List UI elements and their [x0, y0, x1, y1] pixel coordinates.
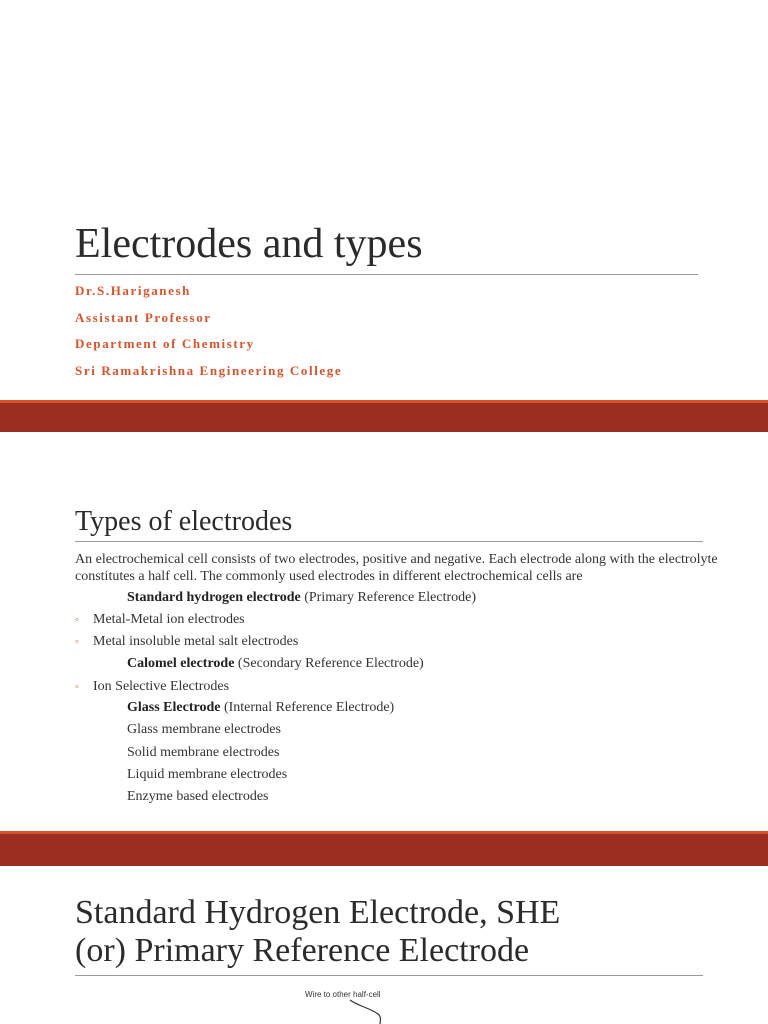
- list-item: Calomel electrode (Secondary Reference Electrode): [127, 656, 424, 671]
- list-item: Metal insoluble metal salt electrodes: [93, 634, 299, 649]
- list-item: Ion Selective Electrodes: [93, 679, 230, 694]
- list-item: Metal-Metal ion electrodes: [93, 612, 245, 627]
- author-name: Dr.S.Hariganesh: [75, 283, 191, 298]
- author-position: Assistant Professor: [75, 310, 212, 325]
- list-item: Glass Electrode (Internal Reference Electrode): [127, 700, 395, 715]
- figure-label: Wire to other half-cell: [305, 990, 381, 999]
- she-title-line1: Standard Hydrogen Electrode, SHE: [75, 894, 561, 931]
- list-item: Enzyme based electrodes: [127, 789, 269, 804]
- author-college: Sri Ramakrishna Engineering College: [75, 363, 343, 378]
- list-item: Liquid membrane electrodes: [127, 767, 288, 782]
- slide-divider: [0, 400, 768, 432]
- she-rule: [75, 975, 703, 976]
- types-slide: [0, 432, 768, 831]
- slide-divider: [0, 831, 768, 866]
- bullet-icon: ◦: [75, 636, 79, 648]
- bullet-icon: ◦: [75, 681, 79, 693]
- author-department: Department of Chemistry: [75, 336, 255, 351]
- list-item: Standard hydrogen electrode (Primary Reference Electrode): [127, 590, 477, 605]
- title-rule: [75, 274, 698, 275]
- wire-icon: [340, 998, 390, 1024]
- types-title: Types of electrodes: [75, 506, 293, 537]
- bullet-icon: ◦: [75, 614, 79, 626]
- list-item: Glass membrane electrodes: [127, 722, 281, 737]
- intro-paragraph: An electrochemical cell consists of two electrodes, positive and negative. Each electrode along with the electrolyte constitutes a half cell. The commonly used electrodes in different electrochemical cells are: [75, 552, 718, 584]
- types-rule: [75, 541, 703, 542]
- slide-title: Electrodes and types: [75, 221, 423, 267]
- list-item: Solid membrane electrodes: [127, 745, 280, 760]
- she-title-line2: (or) Primary Reference Electrode: [75, 932, 530, 969]
- she-title: [75, 894, 560, 970]
